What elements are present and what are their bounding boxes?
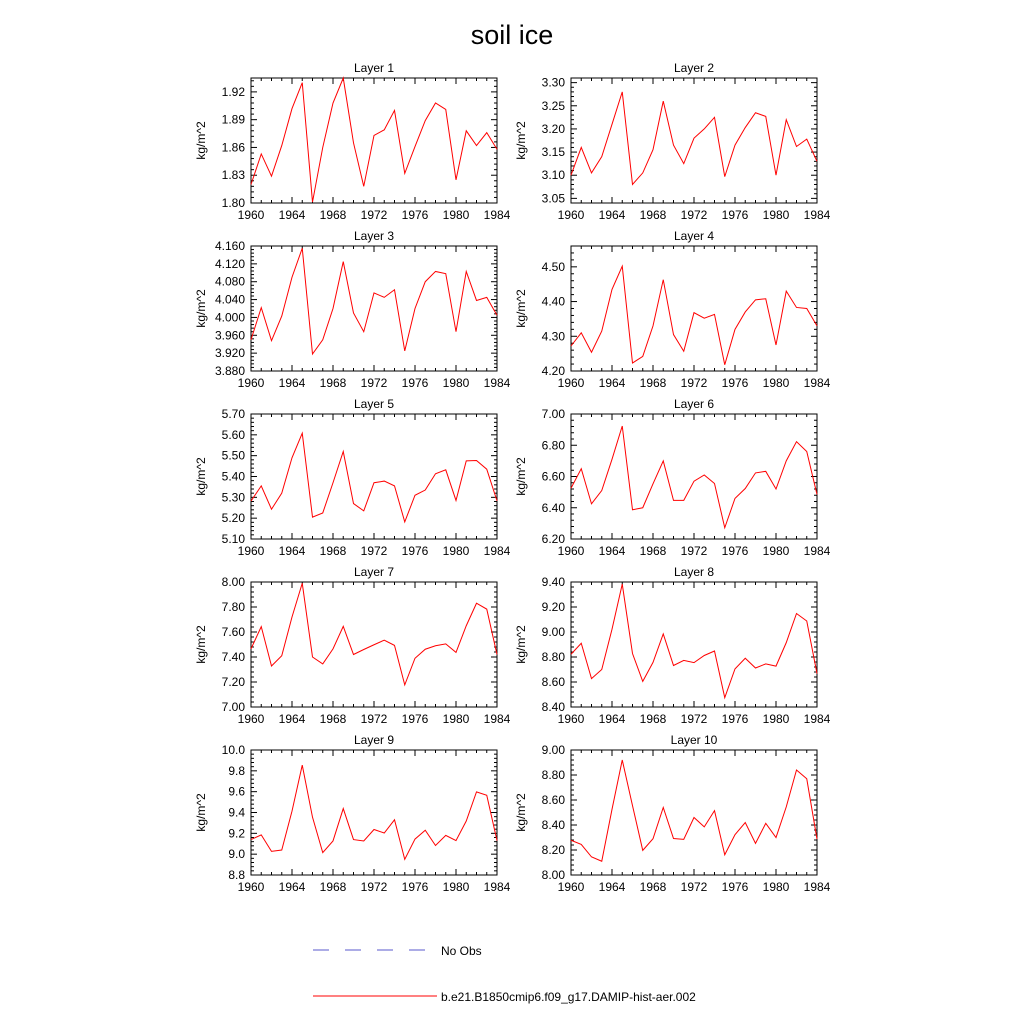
x-tick-label: 1960 — [557, 544, 585, 558]
x-tick-label: 1984 — [483, 376, 511, 390]
x-tick-label: 1964 — [278, 208, 306, 222]
y-tick-label: 8.20 — [541, 843, 565, 857]
plot-frame — [571, 246, 817, 371]
y-tick-label: 4.50 — [541, 259, 565, 274]
y-tick-label: 8.00 — [541, 868, 565, 882]
x-tick-label: 1980 — [762, 208, 790, 222]
panel-3 — [194, 229, 511, 390]
x-tick-label: 1964 — [598, 712, 626, 726]
x-tick-label: 1980 — [442, 880, 470, 894]
x-tick-label: 1972 — [680, 544, 708, 558]
series-line — [251, 248, 497, 354]
y-axis-label: kg/m^2 — [514, 121, 528, 160]
x-tick-label: 1984 — [803, 544, 831, 558]
panel-2 — [514, 61, 831, 222]
x-tick-label: 1968 — [319, 880, 347, 894]
panel-title: Layer 10 — [670, 733, 718, 747]
y-tick-label: 4.120 — [214, 256, 245, 271]
x-tick-label: 1972 — [680, 880, 708, 894]
y-tick-label: 3.20 — [541, 121, 565, 136]
x-tick-label: 1976 — [401, 880, 429, 894]
panel-9 — [194, 733, 511, 894]
plot-frame — [251, 414, 497, 539]
series-line — [571, 584, 817, 698]
x-tick-label: 1980 — [762, 712, 790, 726]
x-tick-label: 1984 — [803, 376, 831, 390]
x-tick-label: 1960 — [557, 712, 585, 726]
panel-title: Layer 5 — [353, 397, 395, 411]
y-tick-label: 3.05 — [541, 191, 565, 206]
x-tick-label: 1972 — [360, 376, 388, 390]
y-tick-label: 4.160 — [214, 239, 245, 253]
x-tick-label: 1968 — [639, 544, 667, 558]
y-axis-label: kg/m^2 — [194, 793, 208, 832]
y-tick-label: 5.40 — [221, 469, 245, 484]
y-tick-label: 9.8 — [228, 763, 245, 778]
y-tick-label: 1.83 — [221, 168, 245, 183]
x-tick-label: 1968 — [319, 544, 347, 558]
panel-1 — [194, 61, 511, 222]
panel-title: Layer 8 — [673, 565, 715, 579]
x-tick-label: 1964 — [278, 880, 306, 894]
panel-7 — [194, 565, 511, 726]
x-tick-label: 1984 — [803, 712, 831, 726]
y-tick-label: 1.80 — [221, 196, 245, 210]
series-line — [571, 266, 817, 365]
series-line — [571, 92, 817, 185]
y-tick-label: 9.6 — [228, 784, 245, 799]
x-tick-label: 1968 — [319, 712, 347, 726]
x-tick-label: 1960 — [237, 712, 265, 726]
x-tick-label: 1968 — [639, 376, 667, 390]
x-tick-label: 1984 — [483, 880, 511, 894]
x-tick-label: 1960 — [557, 208, 585, 222]
x-tick-label: 1968 — [639, 208, 667, 222]
x-tick-label: 1964 — [278, 712, 306, 726]
y-tick-label: 8.00 — [221, 575, 245, 589]
y-tick-label: 9.00 — [541, 743, 565, 757]
x-tick-label: 1984 — [483, 712, 511, 726]
y-axis-label: kg/m^2 — [194, 121, 208, 160]
plot-frame — [571, 78, 817, 203]
x-tick-label: 1968 — [639, 880, 667, 894]
y-axis-label: kg/m^2 — [514, 289, 528, 328]
x-tick-label: 1984 — [483, 208, 511, 222]
legend-model-label: b.e21.B1850cmip6.f09_g17.DAMIP-hist-aer.002 — [441, 990, 696, 1004]
x-tick-label: 1976 — [721, 544, 749, 558]
y-tick-label: 3.15 — [541, 145, 565, 160]
panel-10 — [514, 733, 831, 894]
y-tick-label: 9.0 — [228, 847, 245, 862]
panel-5 — [194, 397, 511, 558]
panel-title: Layer 3 — [353, 229, 395, 243]
plot-frame — [251, 78, 497, 203]
y-tick-label: 4.30 — [541, 329, 565, 344]
x-tick-label: 1964 — [278, 544, 306, 558]
y-axis-label: kg/m^2 — [514, 625, 528, 664]
y-tick-label: 3.880 — [214, 364, 245, 378]
x-tick-label: 1980 — [762, 544, 790, 558]
y-tick-label: 3.920 — [214, 346, 245, 361]
y-tick-label: 5.70 — [221, 407, 245, 421]
panel-title: Layer 4 — [673, 229, 715, 243]
y-tick-label: 5.60 — [221, 427, 245, 442]
y-tick-label: 6.20 — [541, 532, 565, 546]
series-line — [251, 433, 497, 522]
x-tick-label: 1964 — [598, 376, 626, 390]
legend-no-obs-label: No Obs — [441, 944, 482, 958]
x-tick-label: 1968 — [319, 376, 347, 390]
y-tick-label: 1.86 — [221, 140, 245, 155]
y-axis-label: kg/m^2 — [194, 625, 208, 664]
y-tick-label: 4.20 — [541, 364, 565, 378]
y-tick-label: 4.000 — [214, 310, 245, 325]
x-tick-label: 1964 — [278, 376, 306, 390]
panels — [194, 61, 831, 894]
x-tick-label: 1980 — [442, 712, 470, 726]
y-tick-label: 1.92 — [221, 84, 245, 99]
x-tick-label: 1960 — [237, 544, 265, 558]
y-tick-label: 10.0 — [221, 743, 245, 757]
figure-title: soil ice — [470, 20, 554, 50]
x-tick-label: 1976 — [401, 712, 429, 726]
y-tick-label: 4.080 — [214, 274, 245, 289]
y-axis-label: kg/m^2 — [514, 793, 528, 832]
y-tick-label: 6.40 — [541, 500, 565, 515]
y-axis-label: kg/m^2 — [194, 457, 208, 496]
y-tick-label: 8.80 — [541, 650, 565, 664]
y-tick-label: 8.40 — [541, 700, 565, 714]
series-line — [571, 426, 817, 528]
x-tick-label: 1976 — [721, 880, 749, 894]
x-tick-label: 1976 — [721, 376, 749, 390]
x-tick-label: 1976 — [401, 544, 429, 558]
x-tick-label: 1984 — [803, 880, 831, 894]
series-line — [251, 78, 497, 202]
x-tick-label: 1972 — [360, 208, 388, 222]
x-tick-label: 1964 — [598, 880, 626, 894]
y-tick-label: 8.60 — [541, 793, 565, 807]
x-tick-label: 1976 — [401, 376, 429, 390]
panel-title: Layer 2 — [673, 61, 715, 75]
x-tick-label: 1960 — [557, 376, 585, 390]
x-tick-label: 1972 — [360, 544, 388, 558]
x-tick-label: 1980 — [442, 376, 470, 390]
y-tick-label: 7.60 — [221, 625, 245, 639]
y-tick-label: 3.960 — [214, 328, 245, 343]
panel-title: Layer 9 — [353, 733, 395, 747]
x-tick-label: 1972 — [680, 208, 708, 222]
x-tick-label: 1960 — [557, 880, 585, 894]
plot-frame — [571, 750, 817, 875]
y-tick-label: 9.4 — [228, 805, 245, 820]
y-tick-label: 7.00 — [221, 700, 245, 714]
y-tick-label: 5.20 — [221, 511, 245, 526]
y-axis-label: kg/m^2 — [194, 289, 208, 328]
x-tick-label: 1972 — [680, 376, 708, 390]
y-tick-label: 7.20 — [221, 675, 245, 689]
y-tick-label: 9.00 — [541, 625, 565, 639]
y-tick-label: 9.40 — [541, 575, 565, 589]
x-tick-label: 1976 — [401, 208, 429, 222]
y-tick-label: 7.40 — [221, 650, 245, 664]
x-tick-label: 1972 — [680, 712, 708, 726]
x-tick-label: 1960 — [237, 208, 265, 222]
y-tick-label: 8.80 — [541, 768, 565, 782]
y-tick-label: 9.2 — [228, 826, 245, 841]
series-line — [251, 765, 497, 859]
y-tick-label: 9.20 — [541, 600, 565, 614]
panel-title: Layer 1 — [353, 61, 395, 75]
x-tick-label: 1980 — [762, 880, 790, 894]
x-tick-label: 1976 — [721, 208, 749, 222]
panel-title: Layer 7 — [353, 565, 395, 579]
panel-8 — [514, 565, 831, 726]
x-tick-label: 1972 — [360, 712, 388, 726]
plot-frame — [251, 750, 497, 875]
y-tick-label: 3.10 — [541, 168, 565, 183]
y-tick-label: 6.80 — [541, 438, 565, 453]
panel-4 — [514, 229, 831, 390]
y-tick-label: 7.00 — [541, 407, 565, 421]
x-tick-label: 1968 — [319, 208, 347, 222]
legend — [313, 944, 696, 1004]
y-tick-label: 8.60 — [541, 675, 565, 689]
y-tick-label: 5.30 — [221, 490, 245, 505]
x-tick-label: 1972 — [360, 880, 388, 894]
x-tick-label: 1980 — [762, 376, 790, 390]
y-tick-label: 5.10 — [221, 532, 245, 546]
y-tick-label: 5.50 — [221, 448, 245, 463]
x-tick-label: 1976 — [721, 712, 749, 726]
y-tick-label: 3.30 — [541, 75, 565, 90]
x-tick-label: 1960 — [237, 376, 265, 390]
x-tick-label: 1984 — [803, 208, 831, 222]
series-line — [571, 760, 817, 861]
x-tick-label: 1980 — [442, 208, 470, 222]
series-line — [251, 583, 497, 685]
y-tick-label: 8.40 — [541, 818, 565, 832]
y-tick-label: 4.040 — [214, 292, 245, 307]
y-axis-label: kg/m^2 — [514, 457, 528, 496]
x-tick-label: 1960 — [237, 880, 265, 894]
x-tick-label: 1984 — [483, 544, 511, 558]
y-tick-label: 4.40 — [541, 294, 565, 309]
y-tick-label: 3.25 — [541, 98, 565, 113]
y-tick-label: 7.80 — [221, 600, 245, 614]
x-tick-label: 1980 — [442, 544, 470, 558]
x-tick-label: 1968 — [639, 712, 667, 726]
x-tick-label: 1964 — [598, 544, 626, 558]
panel-title: Layer 6 — [673, 397, 715, 411]
y-tick-label: 1.89 — [221, 112, 245, 127]
y-tick-label: 8.8 — [228, 868, 245, 882]
y-tick-label: 6.60 — [541, 469, 565, 484]
panel-6 — [514, 397, 831, 558]
x-tick-label: 1964 — [598, 208, 626, 222]
